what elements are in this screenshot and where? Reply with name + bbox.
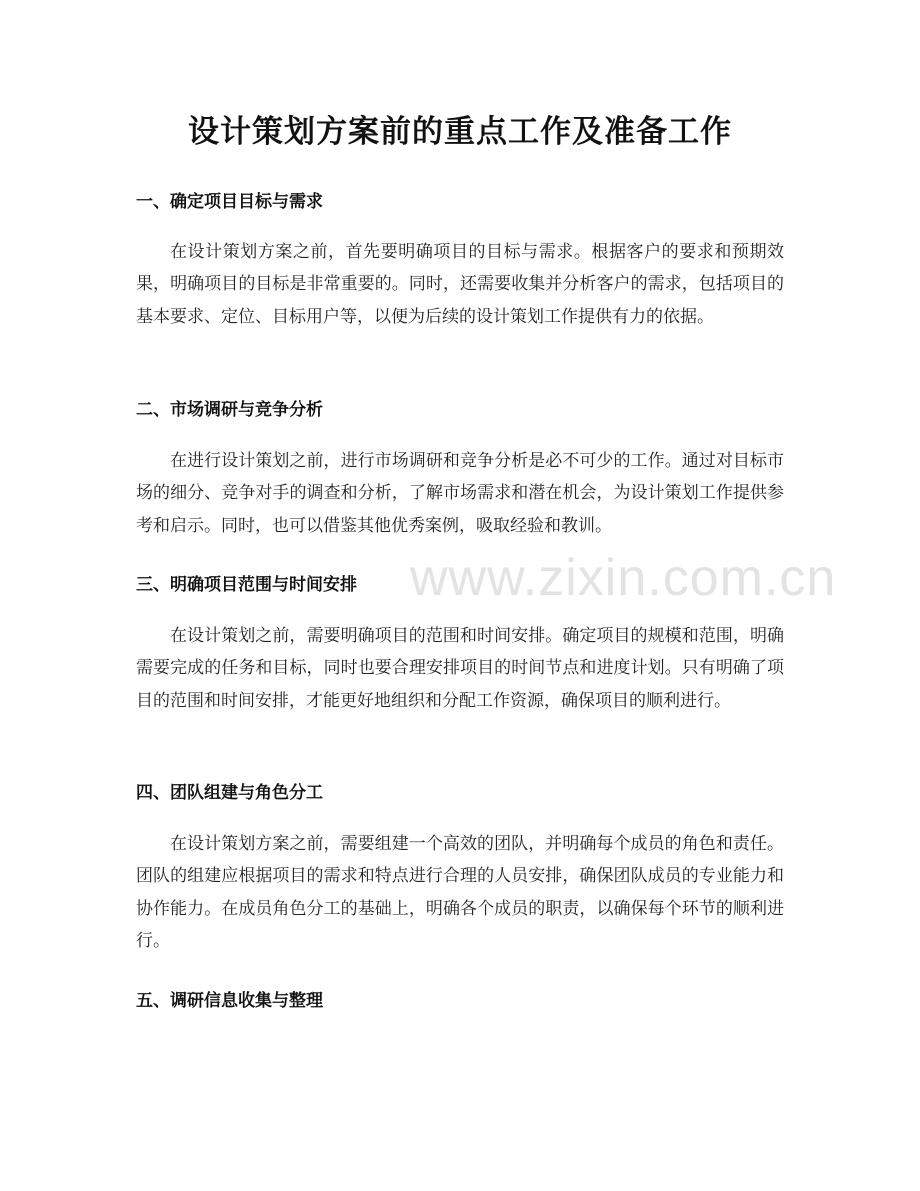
section-heading-5: 五、调研信息收集与整理 [136, 991, 323, 1011]
section-heading-3: 三、明确项目范围与时间安排 [136, 575, 357, 595]
section-body-1: 在设计策划方案之前，首先要明确项目的目标与需求。根据客户的要求和预期效果，明确项目的目标是非常重要的。同时，还需要收集并分析客户的需求，包括项目的基本要求、定位、目标用户等，以便为后续的设计策划工作提供有力的依据。 [136, 242, 784, 327]
section-heading-4: 四、团队组建与角色分工 [136, 783, 323, 803]
section-heading-2: 二、市场调研与竞争分析 [136, 400, 323, 420]
watermark-text: www.zixin.com.cn [410, 549, 837, 607]
section-body-2: 在进行设计策划之前，进行市场调研和竞争分析是必不可少的工作。通过对目标市场的细分、竞争对手的调查和分析，了解市场需求和潜在机会，为设计策划工作提供参考和启示。同时，也可以借鉴其他优秀案例，吸取经验和教训。 [136, 451, 784, 536]
section-body-3: 在设计策划之前，需要明确项目的范围和时间安排。确定项目的规模和范围，明确需要完成的任务和目标，同时也要合理安排项目的时间节点和进度计划。只有明确了项目的范围和时间安排，才能更好地组织和分配工作资源，确保项目的顺利进行。 [136, 626, 784, 711]
document-title: 设计策划方案前的重点工作及准备工作 [188, 114, 732, 150]
section-body-4: 在设计策划方案之前，需要组建一个高效的团队，并明确每个成员的角色和责任。团队的组建应根据项目的需求和特点进行合理的人员安排，确保团队成员的专业能力和协作能力。在成员角色分工的基础上，明确各个成员的职责，以确保每个环节的顺利进行。 [136, 834, 784, 952]
section-heading-1: 一、确定项目目标与需求 [136, 192, 323, 212]
